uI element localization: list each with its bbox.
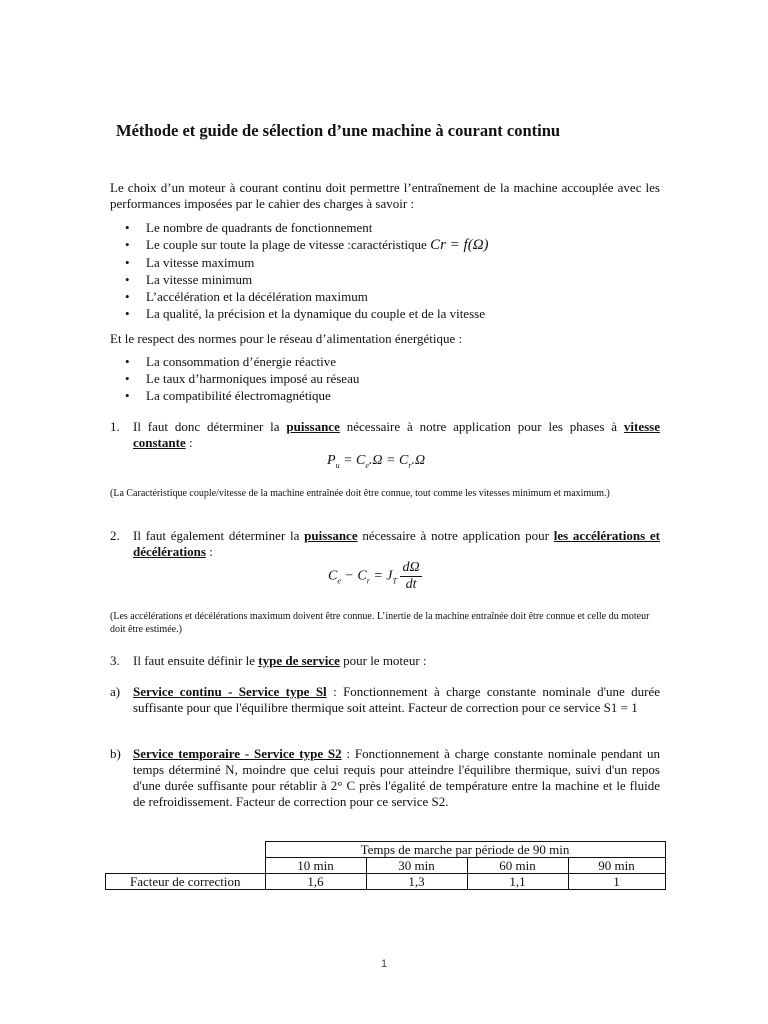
list-item: • La compatibilité électromagnétique xyxy=(110,387,359,404)
service-continuous xyxy=(110,684,660,716)
step-2 xyxy=(110,528,660,560)
table-cell: 1,3 xyxy=(366,874,467,890)
list-item: • Le taux d’harmoniques imposé au réseau xyxy=(110,370,359,387)
service-temporary xyxy=(110,746,660,810)
list-item: • La vitesse minimum xyxy=(110,271,489,288)
table-cell: 1,6 xyxy=(265,874,366,890)
list-item: • La vitesse maximum xyxy=(110,254,489,271)
requirements-list xyxy=(110,219,489,322)
grid-requirements-list xyxy=(110,353,359,404)
service-label: b) xyxy=(110,746,121,761)
step-number: 1. xyxy=(110,419,120,434)
step-number: 3. xyxy=(110,653,120,668)
table-row xyxy=(106,874,666,890)
power-formula: $P_u = C_e.\Omega = C_r.\Omega$ xyxy=(327,453,426,470)
step-text: Il faut également déterminer la puissance nécessaire à notre application pour les accélérations et décélérations : xyxy=(133,528,660,559)
torque-formula: Cr = f(Ω) xyxy=(430,237,489,253)
service-label: a) xyxy=(110,684,121,699)
list-item: • Le nombre de quadrants de fonctionnement xyxy=(110,219,489,236)
list-item: • La qualité, la précision et la dynamique du couple et de la vitesse xyxy=(110,305,489,322)
service-text: Service temporaire - Service type S2 : Fonctionnement à charge constante nominale pendant un temps déterminé N, moindre que celui requis pour atteindre l'équilibre thermique, suivi d'un repos d'une durée suffisante pour rétablir à 2° C près l'égalité de température entre la machine et le fluide de refroidissement. Facteur de correction pour ce service S2. xyxy=(133,746,660,809)
column-header: 60 min xyxy=(467,858,568,874)
list-item xyxy=(110,236,489,254)
column-header: 10 min xyxy=(265,858,366,874)
intro-paragraph: Le choix d’un moteur à courant continu doit permettre l’entraînement de la machine accouplée avec les performances imposées par le cahier des charges à savoir : xyxy=(110,180,660,211)
step-1 xyxy=(110,419,660,451)
step-text: Il faut donc déterminer la puissance nécessaire à notre application pour les phases à vitesse constante : xyxy=(133,419,660,450)
table-header: Temps de marche par période de 90 min xyxy=(265,842,665,858)
column-header: 90 min xyxy=(568,858,665,874)
dynamics-formula: $C_e - C_r = J_T$ $\frac{d\Omega}{dt}$ xyxy=(328,560,420,592)
list-item: • L’accélération et la décélération maximum xyxy=(110,288,489,305)
respect-paragraph: Et le respect des normes pour le réseau d’alimentation énergétique : xyxy=(110,331,463,346)
page-number: 1 xyxy=(380,958,388,970)
step-text: Il faut ensuite définir le type de service pour le moteur : xyxy=(133,653,427,668)
table-cell: 1 xyxy=(568,874,665,890)
column-header: 30 min xyxy=(366,858,467,874)
service-text: Service continu - Service type Sl : Fonctionnement à charge constante nominale d'une durée suffisante pour que l'équilibre thermique soit atteint. Facteur de correction pour ce service S1 = 1 xyxy=(133,684,660,715)
step-1-note: (La Caractéristique couple/vitesse de la machine entraînée doit être connue, tout comme les vitesses minimum et maximum.) xyxy=(110,488,610,499)
correction-factor-table xyxy=(105,841,666,890)
step-2-note: (Les accélérations et décélérations maximum doivent être connue. L’inertie de la machine entraînée doit être connue et celle du moteur doit être estimée.) xyxy=(110,611,650,635)
step-3 xyxy=(110,653,660,669)
list-item-text: Le couple sur toute la plage de vitesse :caractéristique xyxy=(146,237,427,252)
page-title: Méthode et guide de sélection d’une machine à courant continu xyxy=(116,121,561,140)
row-label: Facteur de correction xyxy=(106,874,266,890)
list-item: • La consommation d’énergie réactive xyxy=(110,353,359,370)
table-cell: 1,1 xyxy=(467,874,568,890)
step-number: 2. xyxy=(110,528,120,543)
